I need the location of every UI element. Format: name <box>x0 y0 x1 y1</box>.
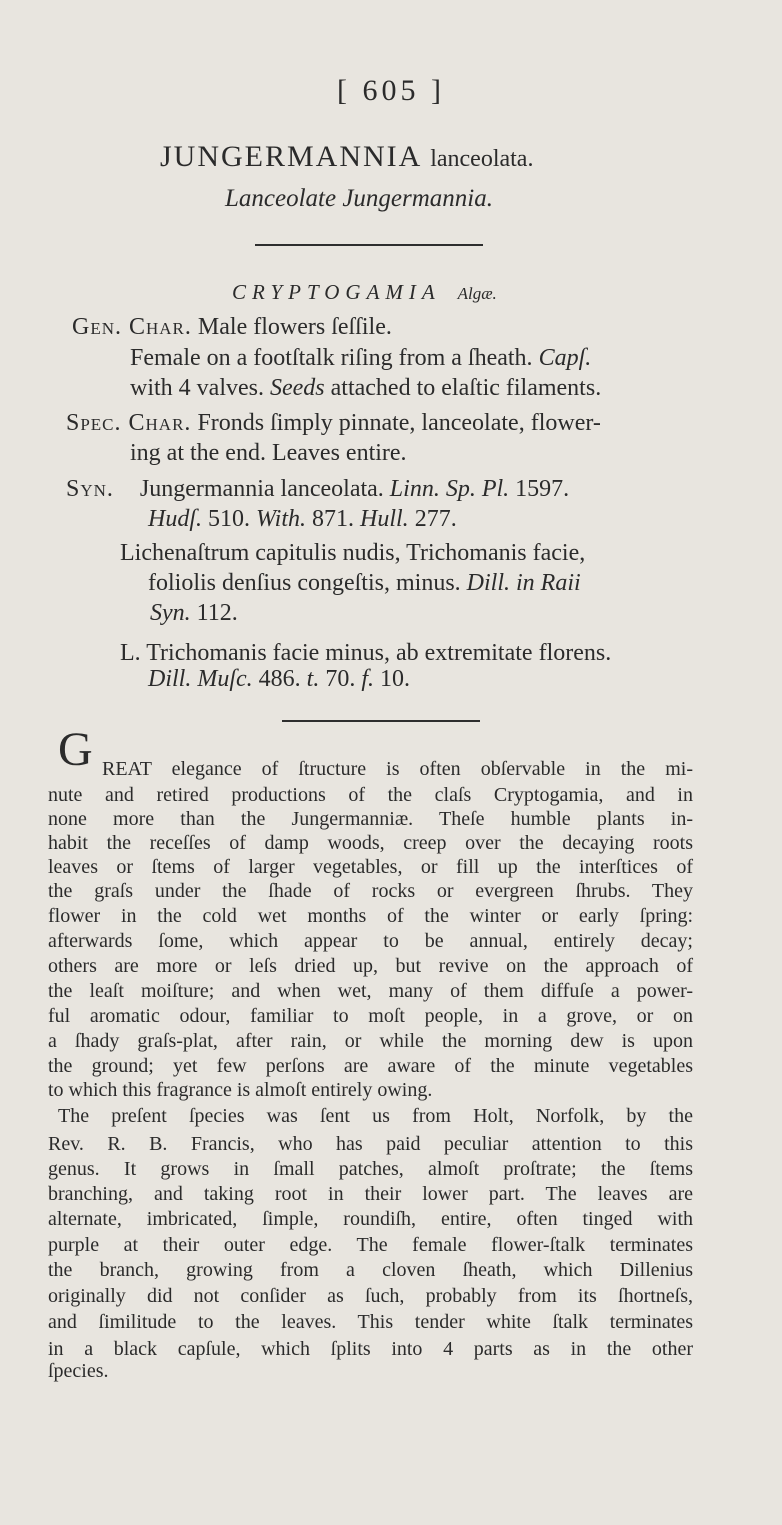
syn-3-ref-t: t. <box>306 666 320 692</box>
body-line: habit the receſſes of damp woods, creep over the decaying roots <box>48 832 693 854</box>
body-line: REAT elegance of ſtructure is often obſervable in the mi- <box>102 758 693 780</box>
body-line: the branch, growing from a cloven ſheath, which Dillenius <box>48 1259 693 1281</box>
syn-2-ref: Dill. in Raii <box>466 570 581 596</box>
gen-char-label: Gen. Char. <box>72 314 192 340</box>
syn-3-ref-f-num: 10. <box>380 666 410 692</box>
syn-label: Syn. <box>66 476 114 502</box>
gen-char-line-3 <box>130 375 601 402</box>
class-name: CRYPTOGAMIA <box>232 280 441 304</box>
body-line: in a black capſule, which ſplits into 4 parts as in the other <box>48 1338 693 1360</box>
body-line: others are more or leſs dried up, but revive on the approach of <box>48 955 693 977</box>
body-line: leaves or ſtems of larger vegetables, or fill up the interſtices of <box>48 856 693 878</box>
syn-2-ref-page: 112. <box>196 600 238 626</box>
body-line: The preſent ſpecies was ſent us from Holt, Norfolk, by the <box>58 1105 693 1127</box>
body-line: a ſhady graſs-plat, after rain, or while the morning dew is upon <box>48 1030 693 1052</box>
body-line: purple at their outer edge. The female flower-ſtalk terminates <box>48 1234 693 1256</box>
order-name: Algæ. <box>457 284 497 303</box>
spec-char-line-2: ing at the end. Leaves entire. <box>130 440 407 466</box>
syn-1-ref-hull: Hull. <box>360 506 409 532</box>
body-line: branching, and taking root in their lower part. The leaves are <box>48 1183 693 1205</box>
syn-1-ref-hull-page: 277. <box>414 506 457 532</box>
gen-char-seeds: Seeds <box>269 375 325 401</box>
syn-3-ref-t-num: 70. <box>325 666 356 692</box>
species-name: lanceolata. <box>430 146 534 172</box>
body-line: to which this fragrance is almoſt entirely owing. <box>48 1079 433 1101</box>
spec-char-line-1 <box>66 410 601 437</box>
english-name: Lanceolate Jungermannia. <box>225 185 494 212</box>
gen-char-line-2 <box>130 345 591 372</box>
spec-char-text-1: Fronds ſimply pinnate, lanceolate, flower- <box>197 410 601 436</box>
body-line: Rev. R. B. Francis, who has paid peculiar attention to this <box>48 1133 693 1155</box>
body-line: flower in the cold wet months of the winter or early ſpring: <box>48 905 693 927</box>
syn-2-text: foliolis denſius congeſtis, minus. <box>148 570 461 596</box>
syn-1-ref-with-page: 871. <box>312 506 355 532</box>
body-line: originally did not conſider as ſuch, probably from its ſhortneſs, <box>48 1285 693 1307</box>
syn-2-line-3 <box>150 600 238 627</box>
genus-name: JUNGERMANNIA <box>160 140 421 173</box>
gen-char-text-2: Female on a footſtalk riſing from a ſheath. <box>130 345 533 371</box>
syn-3-line-2 <box>148 666 410 693</box>
syn-1-ref-linn-page: 1597. <box>515 476 570 502</box>
syn-3-ref: Dill. Muſc. <box>148 666 253 692</box>
body-line: genus. It grows in ſmall patches, almoſt proſtrate; the ſtems <box>48 1158 693 1180</box>
body-line: and ſimilitude to the leaves. This tender white ſtalk terminates <box>48 1311 693 1333</box>
syn-2-line-1: Lichenaſtrum capitulis nudis, Trichomanis facie, <box>120 540 586 566</box>
gen-char-line-1 <box>72 314 392 341</box>
body-line: alternate, imbricated, ſimple, roundiſh, entire, often tinged with <box>48 1208 693 1230</box>
syn-2-line-2 <box>148 570 581 597</box>
body-line: ſpecies. <box>48 1360 109 1382</box>
body-line: none more than the Jungermanniæ. Theſe humble plants in- <box>48 808 693 830</box>
spec-char-label: Spec. Char. <box>66 410 192 436</box>
syn-3-ref-page: 486. <box>258 666 301 692</box>
divider-rule-top <box>255 244 483 246</box>
syn-3-line-1: L. Trichomanis facie minus, ab extremitate florens. <box>120 640 612 666</box>
body-line: the ground; yet few perſons are aware of the minute vegetables <box>48 1055 693 1077</box>
gen-char-text-1: Male flowers ſeſſile. <box>197 314 392 340</box>
syn-1-name: Jungermannia lanceolata. <box>139 476 384 502</box>
syn-1-ref-linn: Linn. Sp. Pl. <box>389 476 510 502</box>
syn-1-ref-huds-page: 510. <box>208 506 250 532</box>
divider-rule-bottom <box>282 720 480 722</box>
body-line: the leaſt moiſture; and when wet, many of them diffuſe a power- <box>48 980 693 1002</box>
body-line: the graſs under the ſhade of rocks or evergreen ſhrubs. They <box>48 880 693 902</box>
body-line: nute and retired productions of the claſs Cryptogamia, and in <box>48 784 693 806</box>
gen-char-text-3: with 4 valves. <box>130 375 264 401</box>
class-heading <box>232 280 497 305</box>
syn-line-2 <box>148 506 457 533</box>
body-line: ful aromatic odour, familiar to moſt people, in a grove, or on <box>48 1005 693 1027</box>
species-title <box>160 140 533 174</box>
syn-3-ref-f: f. <box>361 666 374 692</box>
syn-1-ref-huds: Hudſ. <box>148 506 202 532</box>
syn-1-ref-with: With. <box>256 506 307 532</box>
body-line: afterwards ſome, which appear to be annual, entirely decay; <box>48 930 693 952</box>
drop-cap: G <box>58 723 93 776</box>
syn-line-1 <box>66 476 569 503</box>
page-number: [ 605 ] <box>337 74 445 107</box>
gen-char-text-4: attached to elaſtic filaments. <box>330 375 602 401</box>
gen-char-capsule: Capſ. <box>538 345 592 371</box>
syn-2-ref-syn: Syn. <box>150 600 191 626</box>
